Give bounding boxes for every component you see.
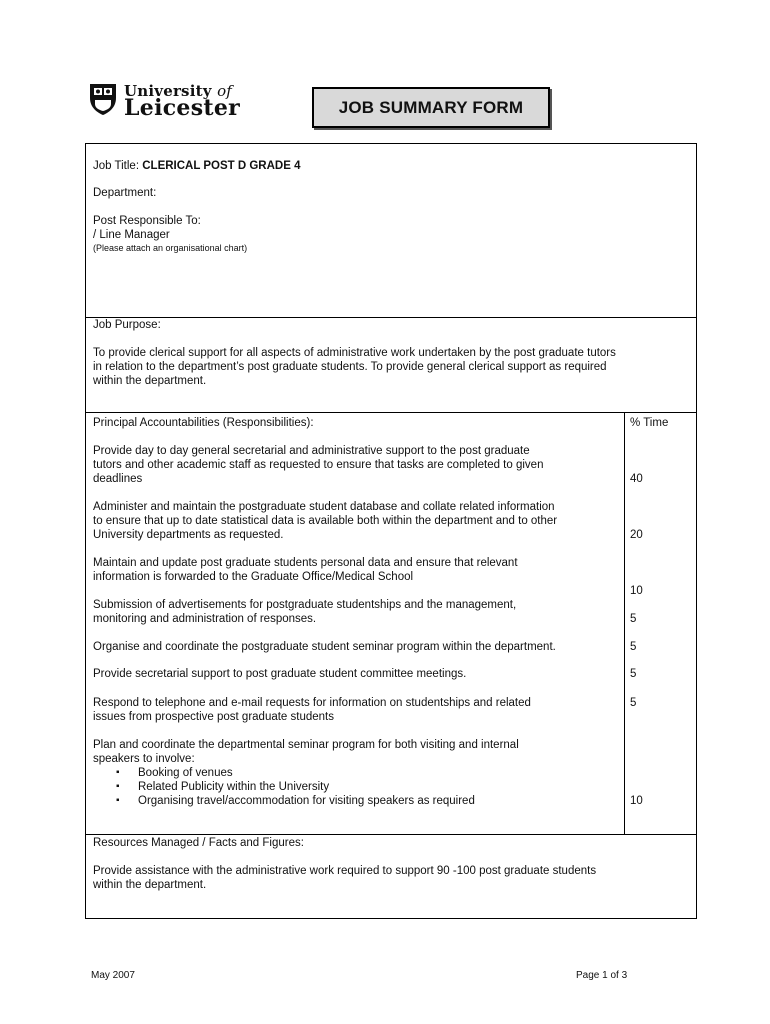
logo-leicester-text: Leicester bbox=[124, 95, 241, 121]
resources-line: Provide assistance with the administrative work required to support 90 -100 post graduate students bbox=[93, 865, 597, 877]
crest-icon bbox=[88, 82, 118, 116]
time-value: 40 bbox=[630, 473, 643, 485]
resources-label: Resources Managed / Facts and Figures: bbox=[93, 837, 304, 849]
seminar-task-list bbox=[116, 766, 475, 808]
accountability-line: information is forwarded to the Graduate Office/Medical School bbox=[93, 571, 414, 583]
accountability-line: issues from prospective post graduate students bbox=[93, 711, 334, 723]
divider bbox=[86, 834, 696, 835]
list-item: ▪ Booking of venues bbox=[116, 766, 475, 780]
accountability-line: Organise and coordinate the postgraduate student seminar program within the department. bbox=[93, 641, 556, 653]
accountability-line: Plan and coordinate the departmental seminar program for both visiting and internal bbox=[93, 739, 519, 751]
time-value: 10 bbox=[630, 585, 643, 597]
time-header: % Time bbox=[630, 417, 669, 429]
time-value: 10 bbox=[630, 795, 643, 807]
accountability-line: deadlines bbox=[93, 473, 143, 485]
form-title-box bbox=[312, 87, 550, 128]
accountability-line: Administer and maintain the postgraduate student database and collate related information bbox=[93, 501, 555, 513]
time-value: 5 bbox=[630, 641, 637, 653]
accountability-line: tutors and other academic staff as requested to ensure that tasks are completed to given bbox=[93, 459, 544, 471]
job-purpose-line: within the department. bbox=[93, 375, 207, 387]
line-manager-label: / Line Manager bbox=[93, 229, 170, 241]
time-value: 5 bbox=[630, 668, 637, 680]
time-column-divider bbox=[624, 412, 625, 834]
time-value: 5 bbox=[630, 613, 637, 625]
post-responsible-label: Post Responsible To: bbox=[93, 215, 201, 227]
divider bbox=[86, 412, 696, 413]
accountability-line: Provide secretarial support to post graduate student committee meetings. bbox=[93, 668, 467, 680]
accountability-line: Submission of advertisements for postgraduate studentships and the management, bbox=[93, 599, 517, 611]
logo-university-text: University of bbox=[124, 82, 233, 100]
footer-page-number: Page 1 of 3 bbox=[576, 970, 628, 981]
list-item: ▪ Organising travel/accommodation for visiting speakers as required bbox=[116, 794, 475, 808]
accountability-line: Maintain and update post graduate students personal data and ensure that relevant bbox=[93, 557, 518, 569]
university-logo bbox=[88, 82, 248, 122]
accountability-line: University departments as requested. bbox=[93, 529, 284, 541]
divider bbox=[86, 317, 696, 318]
job-purpose-label: Job Purpose: bbox=[93, 319, 161, 331]
time-value: 20 bbox=[630, 529, 643, 541]
job-purpose-line: in relation to the department’s post graduate students. To provide general clerical support as required bbox=[93, 361, 607, 373]
accountability-line: Respond to telephone and e-mail requests for information on studentships and related bbox=[93, 697, 531, 709]
footer-date: May 2007 bbox=[91, 970, 135, 981]
job-title-value: CLERICAL POST D GRADE 4 bbox=[142, 160, 301, 172]
list-item: ▪ Related Publicity within the University bbox=[116, 780, 475, 794]
department-label: Department: bbox=[93, 187, 157, 199]
accountability-line: Provide day to day general secretarial and administrative support to the post graduate bbox=[93, 445, 530, 457]
accountability-line: to ensure that up to date statistical data is available both within the department and to other bbox=[93, 515, 558, 527]
job-title-row: Job Title: CLERICAL POST D GRADE 4 bbox=[93, 160, 301, 172]
job-summary-table bbox=[85, 143, 697, 919]
form-title: JOB SUMMARY FORM bbox=[338, 97, 524, 117]
accountabilities-header: Principal Accountabilities (Responsibilities): bbox=[93, 417, 314, 429]
accountability-line: speakers to involve: bbox=[93, 753, 195, 765]
time-value: 5 bbox=[630, 697, 637, 709]
accountability-line: monitoring and administration of responses. bbox=[93, 613, 317, 625]
resources-line: within the department. bbox=[93, 879, 207, 891]
job-purpose-line: To provide clerical support for all aspects of administrative work undertaken by the post graduate tutors bbox=[93, 347, 616, 359]
attach-chart-note: (Please attach an organisational chart) bbox=[93, 243, 248, 253]
